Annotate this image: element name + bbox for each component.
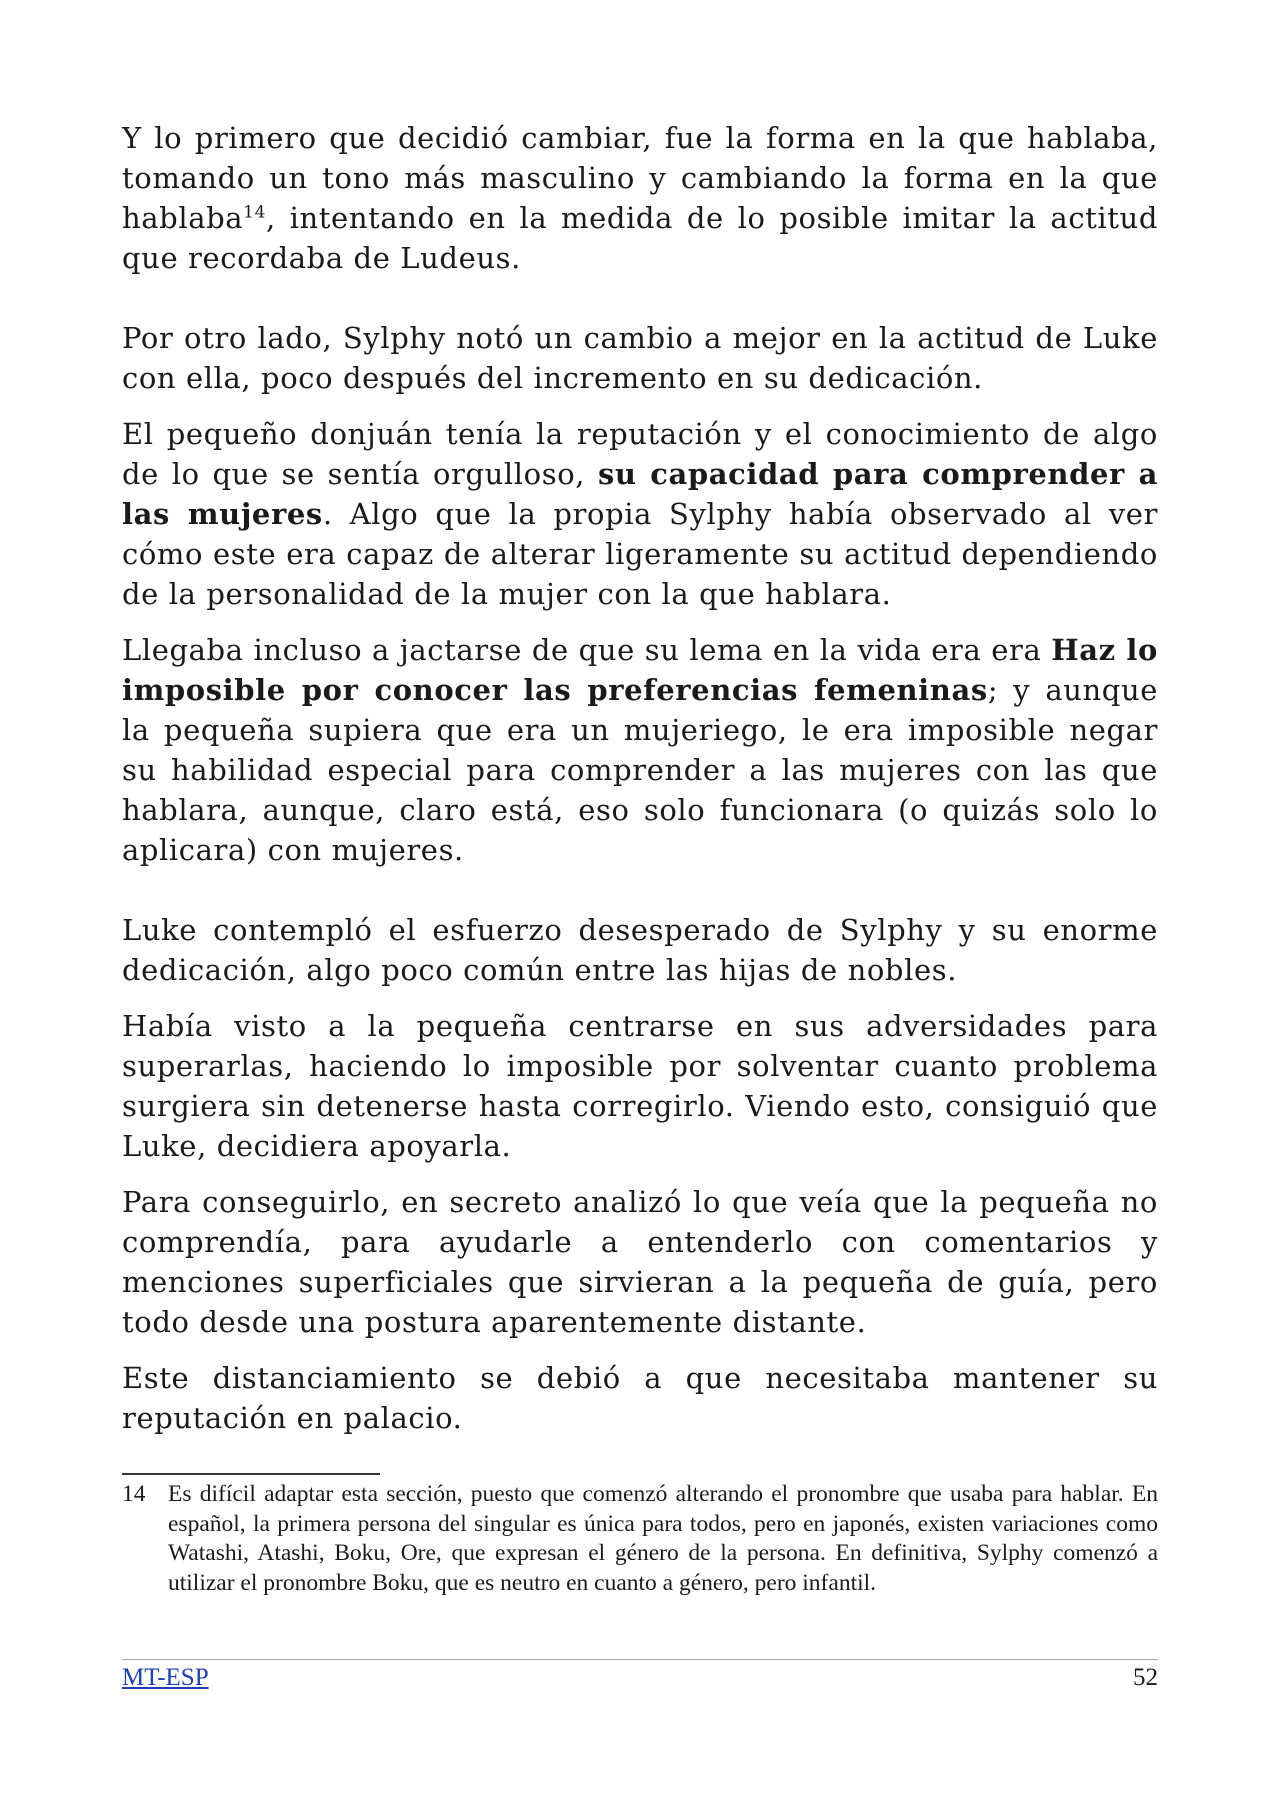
paragraph-text: ; y aunque la pequeña supiera que era un mujeriego, le era imposible negar su habilidad especial para comprender a las mujeres con las que hablara, aunque, claro está, eso solo funcionara (o quizás solo lo aplicara) con mujeres.	[122, 673, 1158, 867]
bold-phrase: Haz lo imposible por conocer las preferencias femeninas	[122, 633, 1158, 707]
footer-link[interactable]: MT-ESP	[122, 1664, 209, 1691]
paragraph-text: Llegaba incluso a jactarse de que su lema en la vida era era	[122, 633, 1052, 667]
footnote	[122, 1480, 1158, 1598]
paragraph-text: , intentando en la medida de lo posible imitar la actitud que recordaba de Ludeus.	[122, 201, 1158, 275]
bold-phrase: su capacidad para comprender a las mujeres	[122, 457, 1159, 531]
paragraph: Había visto a la pequeña centrarse en sus adversidades para superarlas, haciendo lo imposible por solventar cuanto problema surgiera sin detenerse hasta corregirlo. Viendo esto, consiguió que Luke, decidiera apoyarla.	[122, 1009, 1158, 1163]
paragraph: Por otro lado, Sylphy notó un cambio a mejor en la actitud de Luke con ella, poco después del incremento en su dedicación.	[122, 321, 1158, 395]
footnote-text: Es difícil adaptar esta sección, puesto que comenzó alterando el pronombre que usaba para hablar. En español, la primera persona del singular es única para todos, pero en japonés, existen variaciones como Watashi, Atashi, Boku, Ore, que expresan el género de la persona. En definitiva, Sylphy comenzó a utilizar el pronombre Boku, que es neutro en cuanto a género, pero infantil.	[168, 1481, 1158, 1596]
paragraph-text: El pequeño donjuán tenía la reputación y el conocimiento de algo de lo que se sentía orgulloso,	[122, 417, 1158, 491]
paragraph: Este distanciamiento se debió a que necesitaba mantener su reputación en palacio.	[122, 1361, 1158, 1435]
paragraph: Para conseguirlo, en secreto analizó lo que veía que la pequeña no comprendía, para ayudarle a entenderlo con comentarios y menciones superficiales que sirvieran a la pequeña de guía, pero todo desde una postura aparentemente distante.	[122, 1185, 1158, 1339]
paragraph-text: . Algo que la propia Sylphy había observado al ver cómo este era capaz de alterar ligeramente su actitud dependiendo de la personalidad de la mujer con la que hablara.	[122, 497, 1159, 611]
body-text	[122, 118, 1158, 1454]
page-number: 52	[1133, 1664, 1158, 1691]
footnote-number: 14	[122, 1481, 146, 1507]
paragraph: Luke contempló el esfuerzo desesperado de Sylphy y su enorme dedicación, algo poco común entre las hijas de nobles.	[122, 913, 1158, 987]
paragraph	[122, 414, 1158, 614]
paragraph	[122, 630, 1158, 870]
footnote-divider	[122, 1473, 380, 1475]
paragraph	[122, 118, 1158, 278]
paragraph-text: Y lo primero que decidió cambiar, fue la forma en la que hablaba, tomando un tono más masculino y cambiando la forma en la que hablaba	[122, 121, 1158, 235]
footnote-reference[interactable]: 14	[243, 202, 266, 223]
footer-divider	[122, 1659, 1158, 1660]
